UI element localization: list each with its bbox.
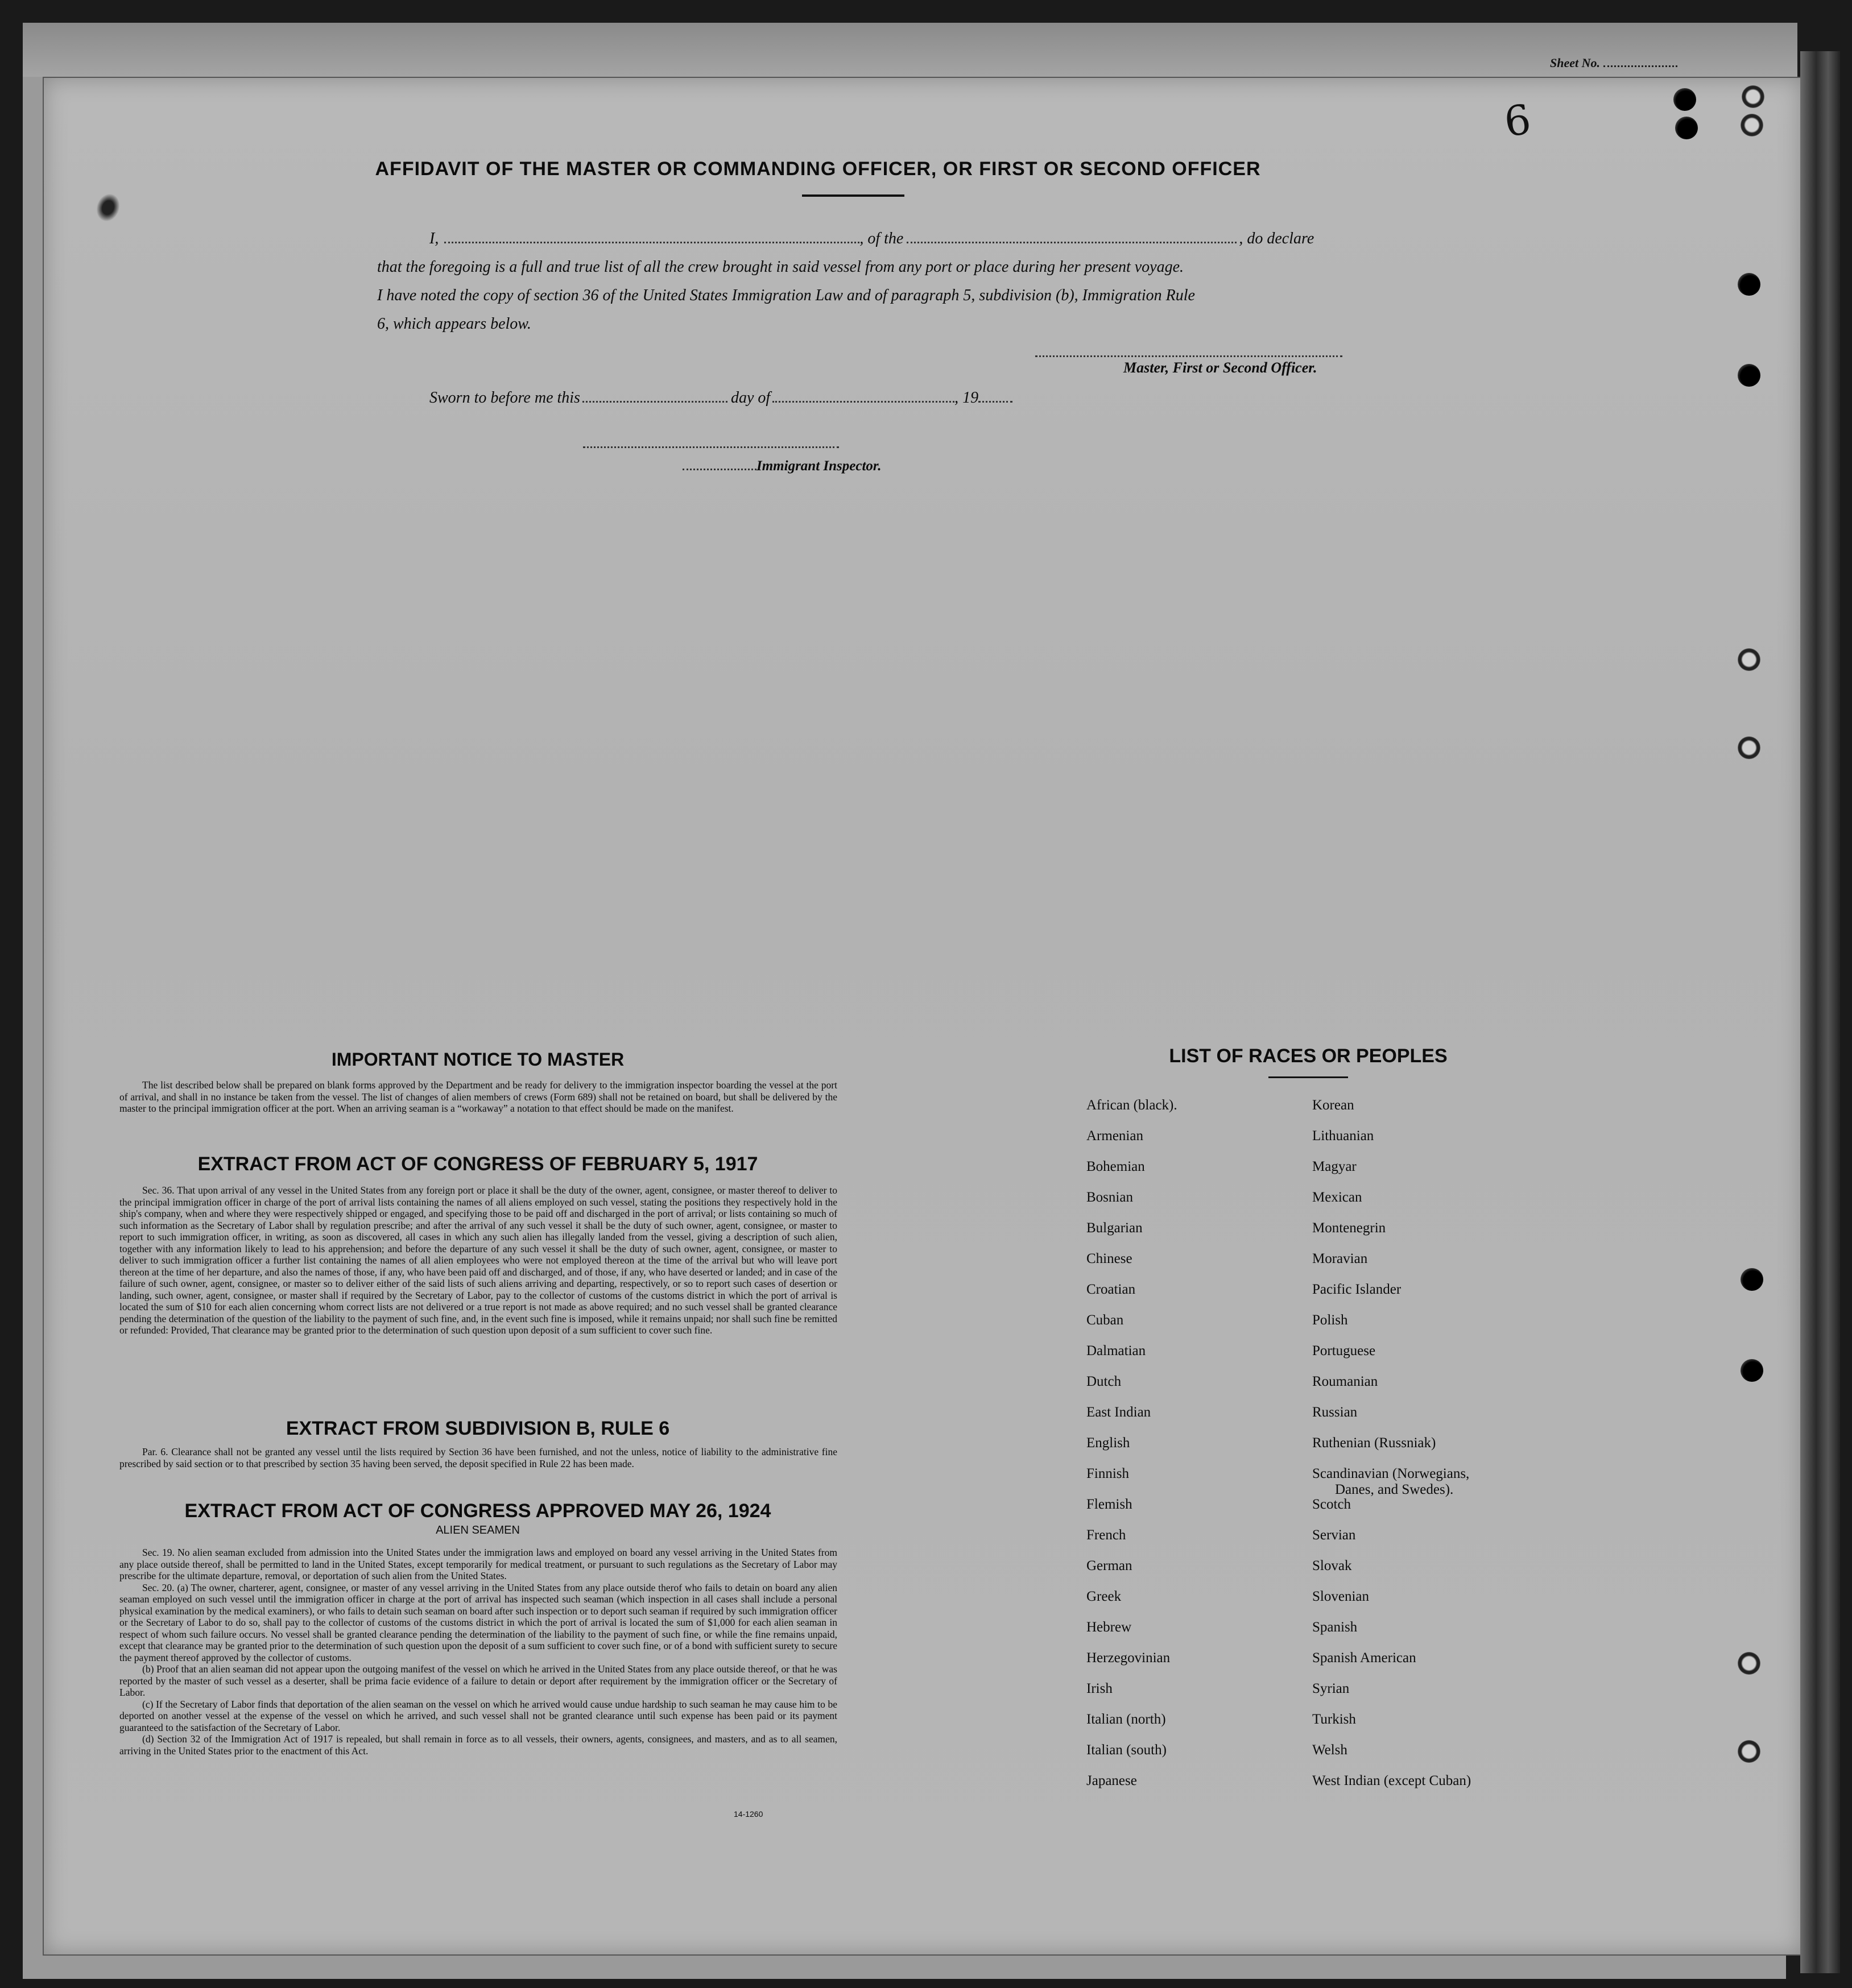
race-item: Roumanian <box>1312 1374 1378 1389</box>
race-item: Finnish <box>1086 1466 1130 1481</box>
vessel-blank[interactable] <box>907 242 1237 243</box>
signature-label: Master, First or Second Officer. <box>1123 359 1317 376</box>
race-item: Portuguese <box>1312 1343 1376 1359</box>
race-item: Dutch <box>1086 1374 1122 1389</box>
race-item: Bohemian <box>1086 1159 1145 1174</box>
race-item: Welsh <box>1312 1742 1347 1758</box>
race-item: Slovenian <box>1312 1589 1369 1604</box>
race-item: Montenegrin <box>1312 1220 1386 1236</box>
race-item: Bulgarian <box>1086 1220 1143 1236</box>
notice-text: The list described below shall be prepared on blank forms approved by the Department and be ready for delivery to the immigration inspector boarding the vessel at the port of arrival, and shall in no instance be taken from the vessel. The list of changes of alien members of crews (Form 689) shall not be retained on board, but shall be delivered by the master to the principal immigration officer at the port. When an arriving seaman is a “workaway” a notation to that effect should be made on the manifest. <box>119 1079 837 1114</box>
inspector-line: Immigrant Inspector. <box>683 452 882 481</box>
punch-hole <box>1741 1359 1763 1382</box>
race-item: Lithuanian <box>1312 1128 1374 1144</box>
inspector-signature-blank[interactable] <box>583 446 839 448</box>
extract-1917-text: Sec. 36. That upon arrival of any vessel in the United States from any foreign port or place it shall be the duty of the owner, agent, consignee, or master thereof to deliver to the principal immigration officer in charge of the port of arrival lists containing the names of all aliens employed on such vessel, stating the positions they respectively hold in the ship's company, when and where they were respectively shipped or engaged, and specifying those to be paid off and discharged in the port of arrival; or lists containing so much of such information as the Secretary of Labor shall by regulation prescribe; and after the arrival of any such vessel it shall be the duty of such owner, agent, consignee, or master to report to such immigration officer, in writing, as soon as discovered, all cases in which any such alien has illegally landed from the vessel, giving a description of such alien, together with any information likely to lead to his apprehension; and before the departure of any such vessel it shall be the duty of such owner, agent, consignee, or master to deliver to such immigration officer a further list containing the names of all alien employees who were not employed thereon at the time of the arrival but who will leave port thereon at the time of her departure, and also the names of those, if any, who have been paid off and discharged, and of those, if any, who have deserted or landed; and in case of the failure of such owner, agent, consignee, or master so to deliver either of the said lists of such aliens arriving and departing, respectively, or so to report such cases of desertion or landing, such owner, agent, consignee, or master shall if required by the Secretary of Labor, pay to the collector of customs of the customs district in which the port of arrival is located the sum of $10 for each alien concerning whom correct lists are not delivered or a true report is not made as above required; and no such vessel shall be granted clearance pending the determination of the question of the liability to the payment of such fine, and, in the event such fine is imposed, while it remains unpaid; nor shall such fine be remitted or refunded: Provided, That clearance may be granted prior to the determination of such question upon deposit of a sum sufficient to cover such fine. <box>119 1184 837 1336</box>
sworn-line: Sworn to before me this day of , 19 <box>429 384 1112 412</box>
name-blank[interactable] <box>444 242 859 243</box>
race-item: German <box>1086 1558 1132 1573</box>
sworn-month-blank[interactable] <box>772 401 954 403</box>
affidavit-line-3: I have noted the copy of section 36 of the United States Immigration Law and of paragraph 5, subdivision (b), Immigration Rule <box>377 287 1195 304</box>
title-underline <box>802 194 904 197</box>
race-item: Hebrew <box>1086 1620 1132 1635</box>
punch-hole <box>1673 88 1696 111</box>
form-number: 14-1260 <box>734 1809 763 1819</box>
punch-hole <box>1738 273 1760 296</box>
race-item: Servian <box>1312 1527 1356 1543</box>
sworn-year-blank[interactable] <box>978 401 1012 403</box>
race-item: Spanish American <box>1312 1650 1416 1666</box>
page-top-strip <box>23 23 1797 77</box>
race-item: Scandinavian (Norwegians, <box>1312 1466 1470 1481</box>
race-item: Korean <box>1312 1097 1354 1113</box>
extract-rule6-text: Par. 6. Clearance shall not be granted any vessel until the lists required by Section 36 have been furnished, and not the unless, notice of liability to the administrative fine prescribed by said section or to that prescribed by section 35 having been served, the deposit specified in Rule 22 has been made. <box>119 1446 837 1469</box>
race-item: Flemish <box>1086 1497 1132 1512</box>
extract-1917-title: EXTRACT FROM ACT OF CONGRESS OF FEBRUARY 5, 1917 <box>197 1153 758 1175</box>
punch-hole <box>1738 364 1760 387</box>
punch-hole <box>1742 85 1764 108</box>
extract-1924-text: Sec. 19. No alien seaman excluded from admission into the United States under the immigration laws and employed on board any vessel arriving in the United States from any place outside thereof, shall be permitted to land in the United States, except temporarily for medical treatment, or pursuant to such regulations as the Secretary of Labor may prescribe for the ultimate departure, removal, or deportation of such alien from the United States. Sec. 20. (a) The owner, charterer, agent, consignee, or master of any vessel arriving in the United States from any place outside therof who fails to detain on board any alien seaman employed on such vessel until the immigration officer in charge at the port of arrival has inspected such seaman (which inspection in all cases shall include a personal physical examination by the medical examiners), or who fails to detain such seaman on board after such inspection or to deport such seaman if required by such immigration officer or the Secretary of Labor to do so, shall pay to the collector of customs of the customs district in which the port of arrival is located the sum of $1,000 for each alien seaman in respect of whom such failure occurs. No vessel shall be granted clearance pending the determination of the liability to the payment of such fine, or while the fine remains unpaid, except that clearance may be granted prior to the determination of such question upon the deposit of a sum sufficient to cover such fine, or of a bond with sufficient surety to secure the payment thereof approved by the collector of customs. (b) Proof that an alien seaman did not appear upon the outgoing manifest of the vessel on which he arrived in the United States from any place outside thereof, or that he was reported by the master of such vessel as a deserter, shall be prima facie evidence of a failure to detain or deport after requirement by the immigration officer or the Secretary of Labor. (c) If the Secretary of Labor finds that deportation of the alien seaman on the vessel on which he arrived would cause undue hardship to such seaman he may cause him to be deported on another vessel at the expense of the vessel on which he arrived, and such vessel shall not be granted clearance until such expense has been paid or its payment guaranteed to the satisfaction of the Secretary of Labor. (d) Section 32 of the Immigration Act of 1917 is repealed, but shall remain in force as to all vessels, their owners, agents, consignees, and masters, and as to all seamen, arriving in the United States prior to the enactment of this Act. <box>119 1547 837 1757</box>
race-item: Russian <box>1312 1405 1358 1420</box>
race-item: Bosnian <box>1086 1190 1133 1205</box>
punch-hole <box>1738 736 1760 759</box>
handwritten-sheet-number: 6 <box>1501 95 1534 146</box>
race-item: Irish <box>1086 1681 1113 1696</box>
races-title-underline <box>1268 1076 1348 1078</box>
notice-title: IMPORTANT NOTICE TO MASTER <box>331 1049 625 1070</box>
race-item: Magyar <box>1312 1159 1357 1174</box>
race-item: African (black). <box>1086 1097 1177 1113</box>
punch-hole <box>1741 114 1763 136</box>
punch-hole <box>1675 117 1698 139</box>
race-item: Mexican <box>1312 1190 1362 1205</box>
affidavit-line-4: 6, which appears below. <box>377 315 531 333</box>
punch-hole <box>1741 1268 1763 1291</box>
binding-edge <box>1800 51 1840 1973</box>
punch-hole <box>1738 1740 1760 1763</box>
race-item: Spanish <box>1312 1620 1358 1635</box>
extract-rule6-title: EXTRACT FROM SUBDIVISION B, RULE 6 <box>286 1418 670 1439</box>
race-item: Cuban <box>1086 1312 1124 1328</box>
affidavit-line-1: I, , of the , do declare <box>429 230 1314 247</box>
punch-hole <box>1738 1652 1760 1675</box>
race-item: Moravian <box>1312 1251 1368 1266</box>
race-item: Italian (north) <box>1086 1712 1166 1727</box>
races-title: LIST OF RACES OR PEOPLES <box>1169 1045 1448 1067</box>
race-item: Polish <box>1312 1312 1348 1328</box>
race-item: Dalmatian <box>1086 1343 1146 1359</box>
race-item: Chinese <box>1086 1251 1132 1266</box>
affidavit-line-2: that the foregoing is a full and true list of all the crew brought in said vessel from any port or place during her present voyage. <box>377 258 1184 276</box>
race-item: Italian (south) <box>1086 1742 1167 1758</box>
race-item: Slovak <box>1312 1558 1352 1573</box>
punch-hole <box>1738 648 1760 671</box>
race-item: English <box>1086 1435 1130 1451</box>
race-item: French <box>1086 1527 1126 1543</box>
sheet-number-label: Sheet No. <box>1550 56 1677 71</box>
race-item: East Indian <box>1086 1405 1151 1420</box>
race-item: Ruthenian (Russniak) <box>1312 1435 1436 1451</box>
extract-1924-title: EXTRACT FROM ACT OF CONGRESS APPROVED MAY 26, 1924 <box>184 1500 771 1522</box>
race-item: Herzegovinian <box>1086 1650 1171 1666</box>
race-item: Japanese <box>1086 1773 1137 1788</box>
race-item-continuation: Danes, and Swedes). <box>1335 1482 1454 1497</box>
race-item: West Indian (except Cuban) <box>1312 1773 1471 1788</box>
sworn-day-blank[interactable] <box>582 401 727 403</box>
race-item: Turkish <box>1312 1712 1356 1727</box>
extract-1924-subtitle: ALIEN SEAMEN <box>436 1524 520 1536</box>
race-item: Croatian <box>1086 1282 1136 1297</box>
signature-blank[interactable] <box>1035 355 1342 357</box>
race-item: Scotch <box>1312 1497 1351 1512</box>
affidavit-title: AFFIDAVIT OF THE MASTER OR COMMANDING OFFICER, OR FIRST OR SECOND OFFICER <box>375 158 1261 180</box>
race-item: Pacific Islander <box>1312 1282 1402 1297</box>
race-item: Armenian <box>1086 1128 1143 1144</box>
race-item: Syrian <box>1312 1681 1350 1696</box>
race-item: Greek <box>1086 1589 1122 1604</box>
